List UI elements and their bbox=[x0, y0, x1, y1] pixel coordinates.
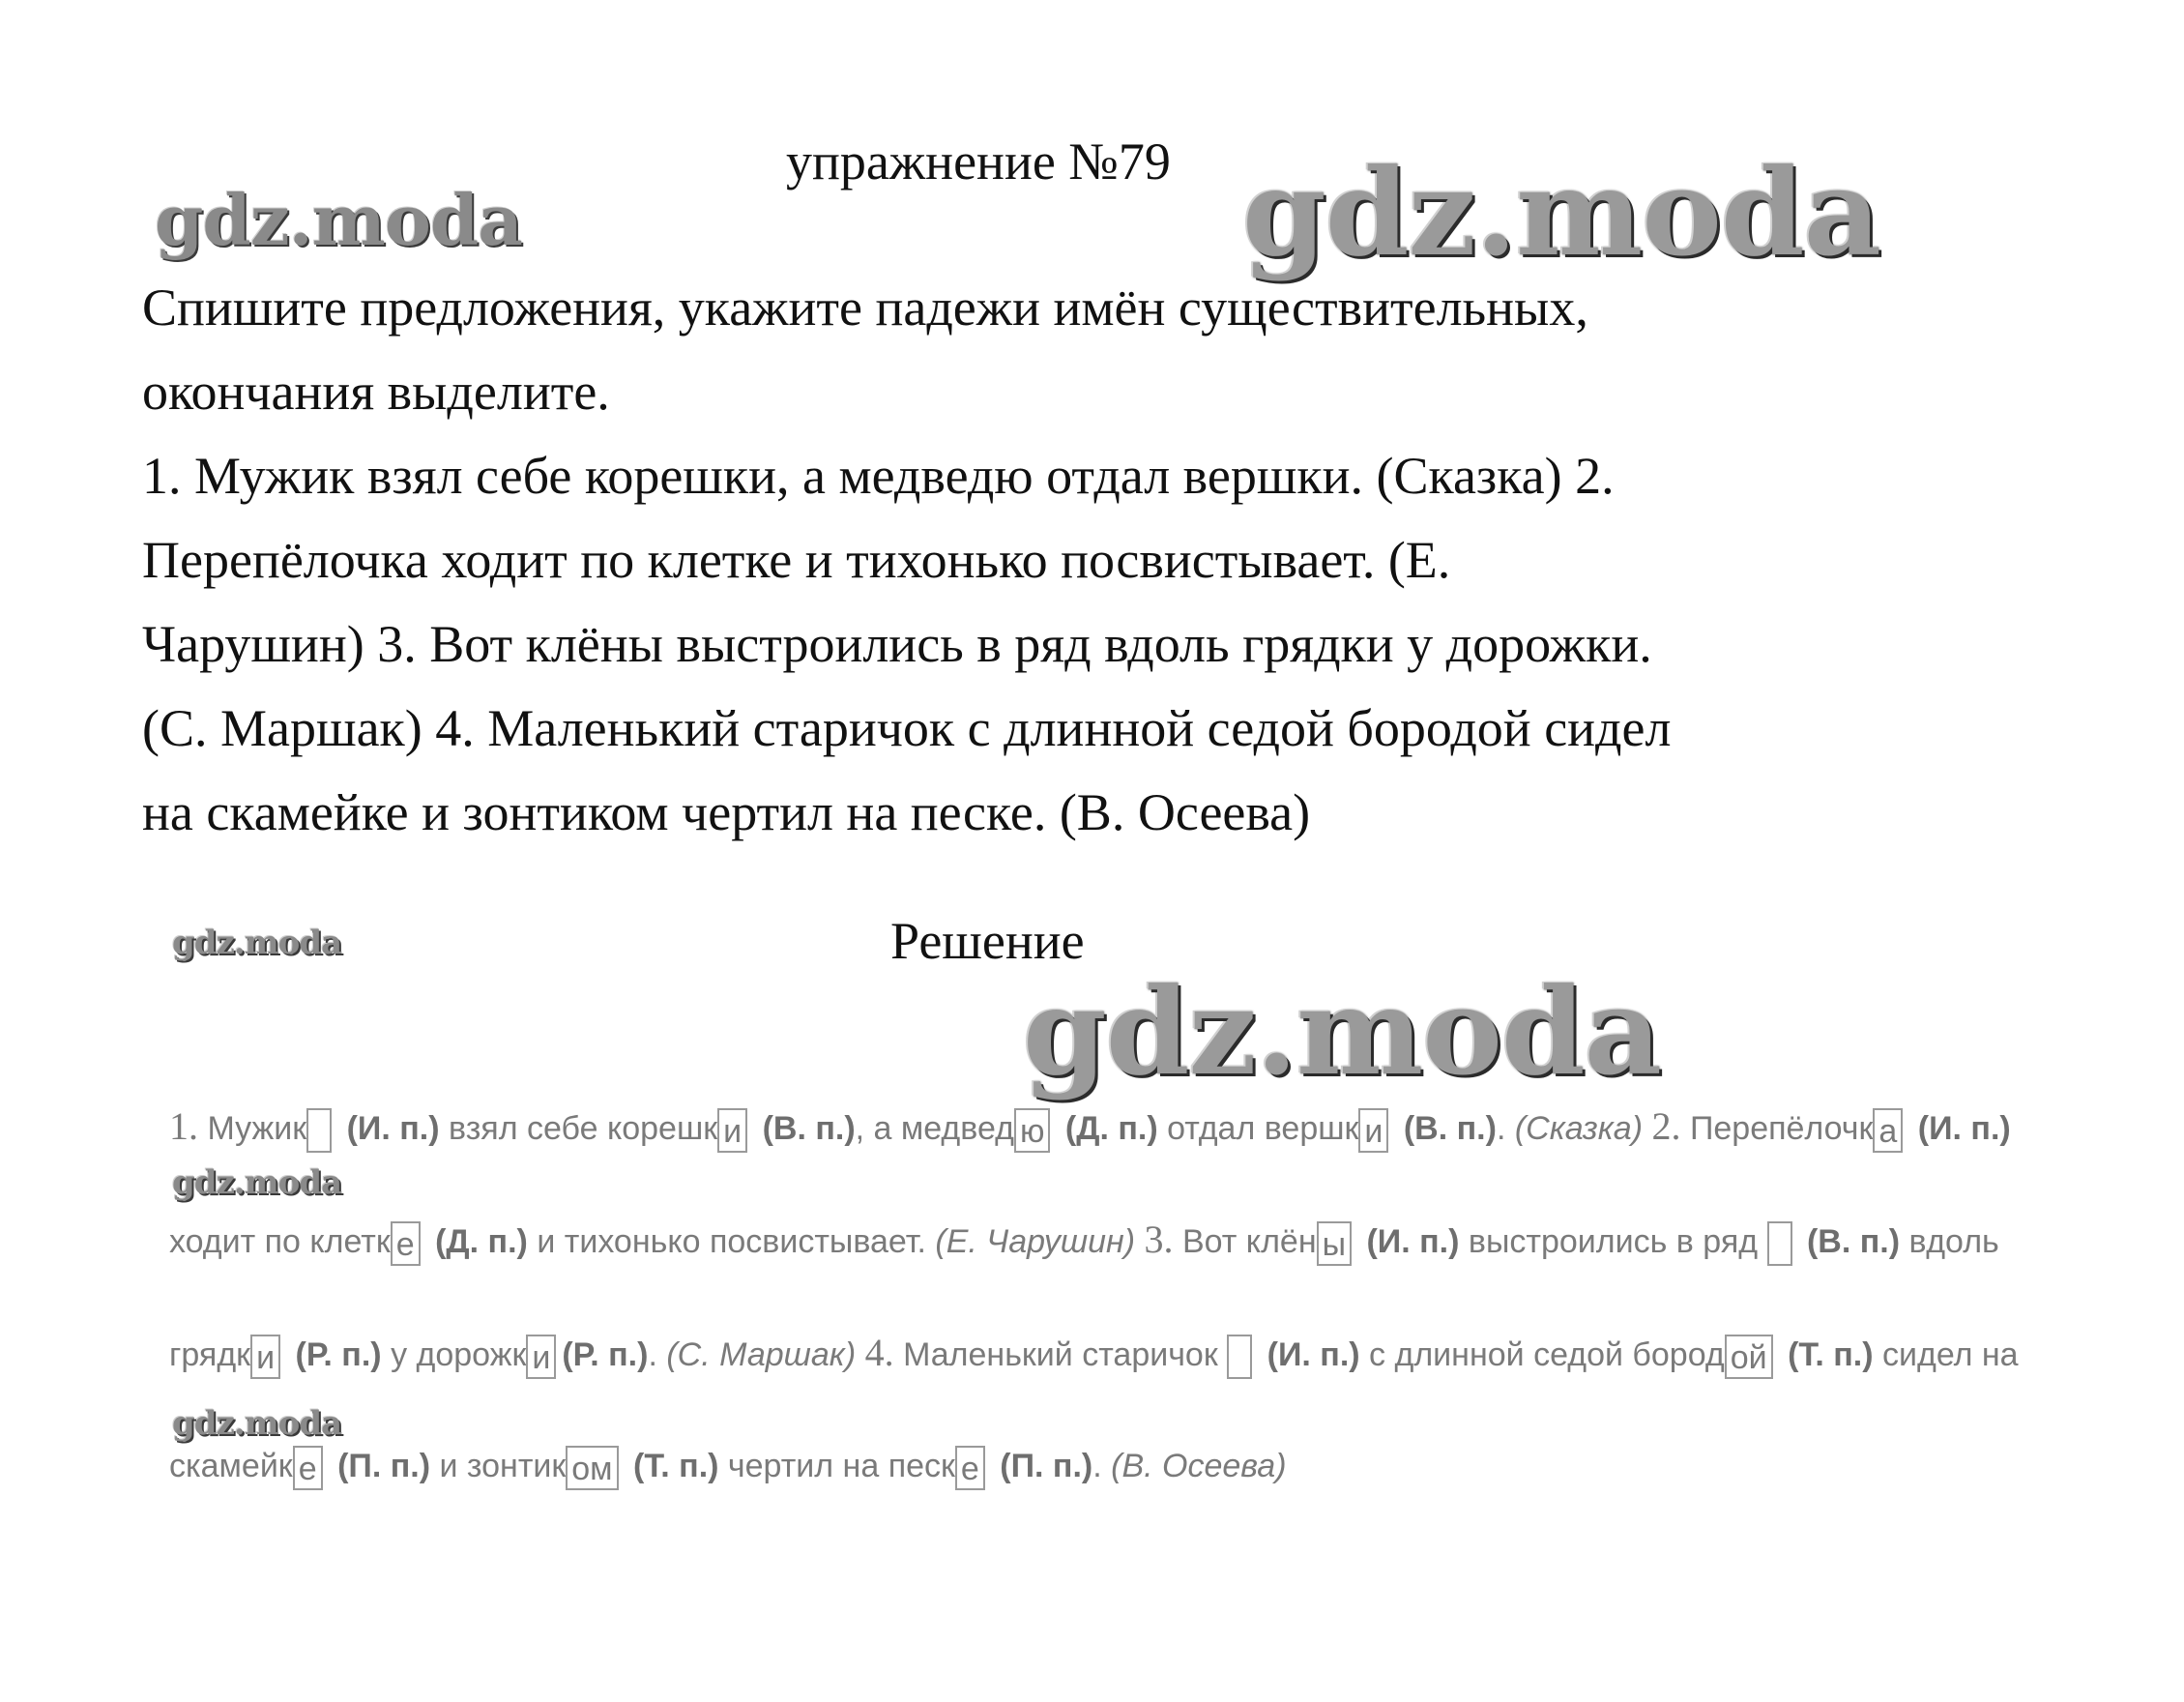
watermark-logo: gdz.moda bbox=[172, 924, 342, 962]
ending-box: ой bbox=[1725, 1335, 1773, 1379]
case-label: (Т. п.) bbox=[1788, 1336, 1874, 1373]
case-label: (И. п.) bbox=[1917, 1110, 2011, 1147]
case-label: (П. п.) bbox=[337, 1448, 431, 1484]
word-stem: Мужик bbox=[207, 1110, 307, 1147]
ending-box: и bbox=[526, 1335, 556, 1379]
task-line: окончания выделите. bbox=[142, 363, 610, 421]
word-stem: чертил на песк bbox=[727, 1448, 955, 1484]
task-line: Чарушин) 3. Вот клёны выстроились в ряд вдоль грядки у дорожки. bbox=[142, 615, 1652, 673]
case-label: (В. п.) bbox=[762, 1110, 856, 1147]
source-author: (Сказка) bbox=[1514, 1110, 1644, 1147]
case-label: (В. п.) bbox=[1403, 1110, 1497, 1147]
case-label: (П. п.) bbox=[1000, 1448, 1093, 1484]
word-stem: и тихонько посвистывает. bbox=[537, 1223, 926, 1260]
word-stem: скамейк bbox=[169, 1448, 293, 1484]
word-stem: , а медвед bbox=[855, 1110, 1014, 1147]
task-line: на скамейке и зонтиком чертил на песке. (В. Осеева) bbox=[142, 783, 1311, 841]
punctuation: . bbox=[1496, 1110, 1506, 1147]
case-label: (Д. п.) bbox=[1064, 1110, 1158, 1147]
ending-box bbox=[1767, 1221, 1792, 1266]
ending-box: ю bbox=[1014, 1108, 1051, 1153]
watermark-logo: gdz.moda bbox=[172, 1163, 342, 1202]
task-line: Перепёлочка ходит по клетке и тихонько посвистывает. (Е. bbox=[142, 531, 1451, 589]
ending-box: а bbox=[1873, 1108, 1903, 1153]
ending-box bbox=[306, 1108, 332, 1153]
ending-box bbox=[1227, 1335, 1252, 1379]
case-label: (Д. п.) bbox=[435, 1223, 528, 1260]
case-label: (В. п.) bbox=[1806, 1223, 1901, 1260]
ending-box: и bbox=[717, 1108, 747, 1153]
ending-box: и bbox=[250, 1335, 280, 1379]
sentence-number: 3. bbox=[1144, 1218, 1174, 1261]
case-label: (И. п.) bbox=[1267, 1336, 1360, 1373]
source-author: (С. Маршак) bbox=[666, 1336, 857, 1373]
case-label: (Р. п.) bbox=[562, 1336, 649, 1373]
word-stem: взял себе корешк bbox=[449, 1110, 718, 1147]
word-stem: Перепёлочк bbox=[1689, 1110, 1874, 1147]
word-stem: сидел на bbox=[1881, 1336, 2019, 1373]
word-stem: отдал вершк bbox=[1167, 1110, 1359, 1147]
task-text bbox=[142, 266, 1998, 855]
exercise-title: упражнение №79 bbox=[786, 132, 1171, 191]
word-stem: ходит по клетк bbox=[169, 1223, 391, 1260]
solution-line bbox=[169, 1102, 2170, 1153]
case-label: (Т. п.) bbox=[633, 1448, 719, 1484]
ending-box: и bbox=[1358, 1108, 1388, 1153]
word-stem: у дорожк bbox=[391, 1336, 527, 1373]
word-stem: грядк bbox=[169, 1336, 251, 1373]
solution-line bbox=[169, 1216, 2170, 1266]
ending-box: ы bbox=[1317, 1221, 1352, 1266]
task-line: (С. Маршак) 4. Маленький старичок с длинной седой бородой сидел bbox=[142, 699, 1672, 757]
word-stem: Вот клён bbox=[1181, 1223, 1317, 1260]
punctuation: . bbox=[1092, 1448, 1102, 1484]
solution-title: Решение bbox=[890, 912, 1085, 970]
punctuation: . bbox=[648, 1336, 657, 1373]
ending-box: е bbox=[293, 1446, 323, 1490]
ending-box: ом bbox=[566, 1446, 618, 1490]
watermark-logo: gdz.moda bbox=[155, 179, 522, 261]
task-line: 1. Мужик взял себе корешки, а медведю отдал вершки. (Сказка) 2. bbox=[142, 447, 1615, 505]
watermark-logo: gdz.moda bbox=[1023, 962, 1661, 1102]
word-stem: Маленький старичок bbox=[903, 1336, 1218, 1373]
case-label: (Р. п.) bbox=[295, 1336, 382, 1373]
case-label: (И. п.) bbox=[346, 1110, 440, 1147]
sentence-number: 1. bbox=[169, 1104, 198, 1148]
watermark-logo: gdz.moda bbox=[172, 1404, 342, 1443]
ending-box: е bbox=[391, 1221, 421, 1266]
solution-line bbox=[169, 1329, 2170, 1379]
solution-line bbox=[169, 1442, 2170, 1490]
word-stem: выстроились в ряд bbox=[1468, 1223, 1759, 1260]
source-author: (Е. Чарушин) bbox=[935, 1223, 1136, 1260]
ending-box: е bbox=[955, 1446, 985, 1490]
case-label: (И. п.) bbox=[1366, 1223, 1460, 1260]
word-stem: и зонтик bbox=[439, 1448, 567, 1484]
source-author: (В. Осеева) bbox=[1111, 1448, 1287, 1484]
word-stem: вдоль bbox=[1908, 1223, 1999, 1260]
word-stem: с длинной седой бород bbox=[1369, 1336, 1725, 1373]
sentence-number: 2. bbox=[1651, 1104, 1681, 1148]
watermark-logo: gdz.moda bbox=[1242, 143, 1880, 283]
task-line: Спишите предложения, укажите падежи имён существительных, bbox=[142, 279, 1588, 337]
sentence-number: 4. bbox=[864, 1331, 894, 1374]
